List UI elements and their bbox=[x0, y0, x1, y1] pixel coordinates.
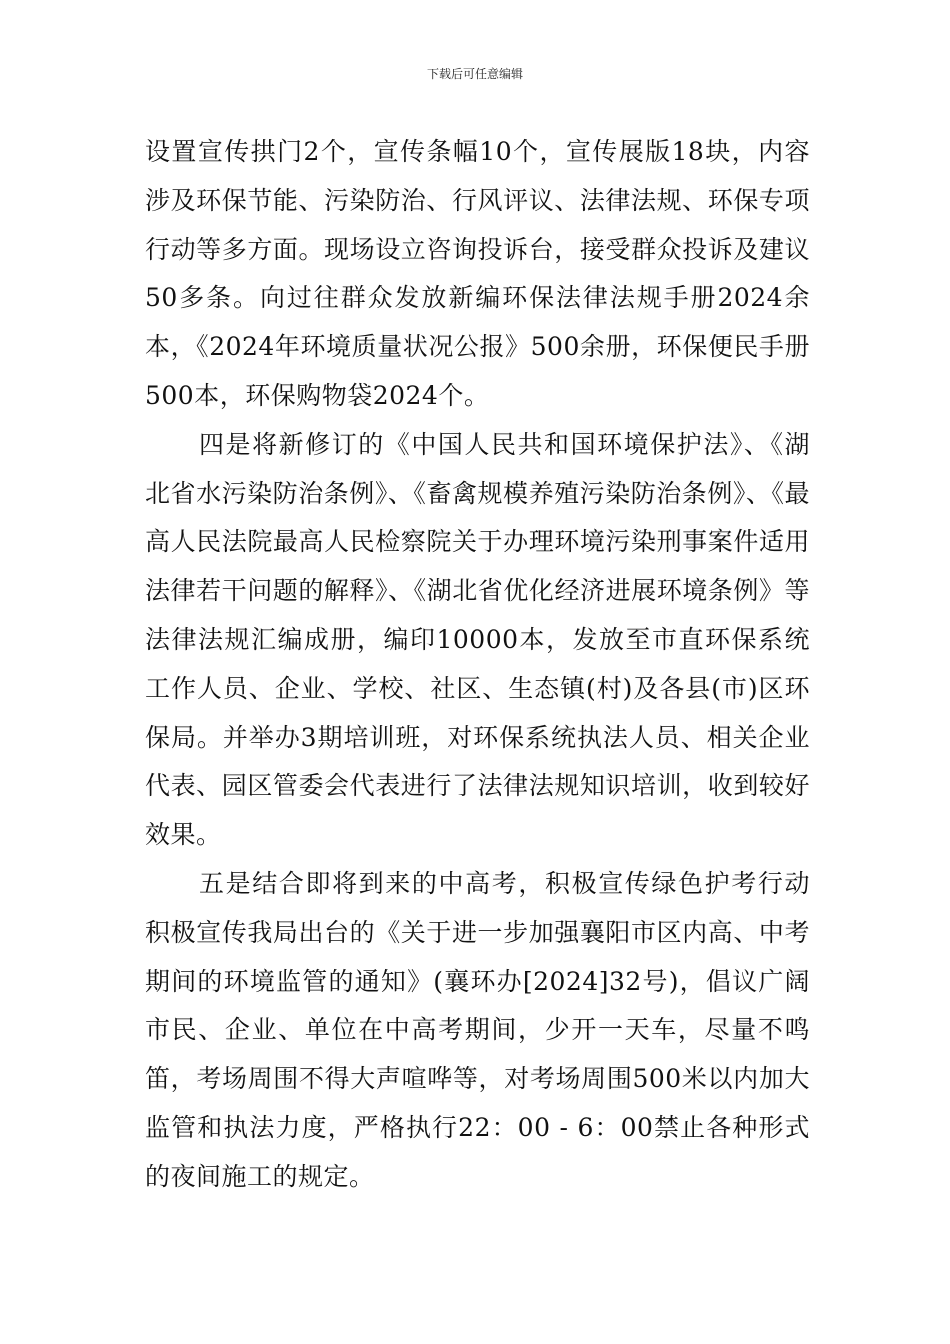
paragraph-continued: 设置宣传拱门2个，宣传条幅10个，宣传展版18块，内容涉及环保节能、污染防治、行风评议、法律法规、环保专项行动等多方面。现场设立咨询投诉台，接受群众投诉及建议50多条。向过往群众发放新编环保法律法规手册2024余本，《2024年环境质量状况公报》500余册，环保便民手册500本，环保购物袋2024个。 bbox=[145, 137, 810, 410]
page-header-note: 下载后可任意编辑 bbox=[426, 67, 523, 81]
document-body bbox=[145, 128, 810, 1202]
paragraph-item-four: 四是将新修订的《中国人民共和国环境保护法》、《湖北省水污染防治条例》、《畜禽规模养殖污染防治条例》、《最高人民法院最高人民检察院关于办理环境污染刑事案件适用法律若干问题的解释》、《湖北省优化经济进展环境条例》等法律法规汇编成册，编印10000本，发放至市直环保系统工作人员、企业、学校、社区、生态镇(村)及各县(市)区环保局。并举办3期培训班，对环保系统执法人员、相关企业代表、园区管委会代表进行了法律法规知识培训，收到较好效果。 bbox=[145, 429, 810, 850]
paragraph-item-five: 五是结合即将到来的中高考，积极宣传绿色护考行动积极宣传我局出台的《关于进一步加强襄阳市区内高、中考期间的环境监管的通知》(襄环办[2024]32号)，倡议广阔市民、企业、单位在中高考期间，少开一天车，尽量不鸣笛，考场周围不得大声喧哗等，对考场周围500米以内加大监管和执法力度，严格执行22：00 - 6：00禁止各种形式的夜间施工的规定。 bbox=[145, 868, 810, 1191]
